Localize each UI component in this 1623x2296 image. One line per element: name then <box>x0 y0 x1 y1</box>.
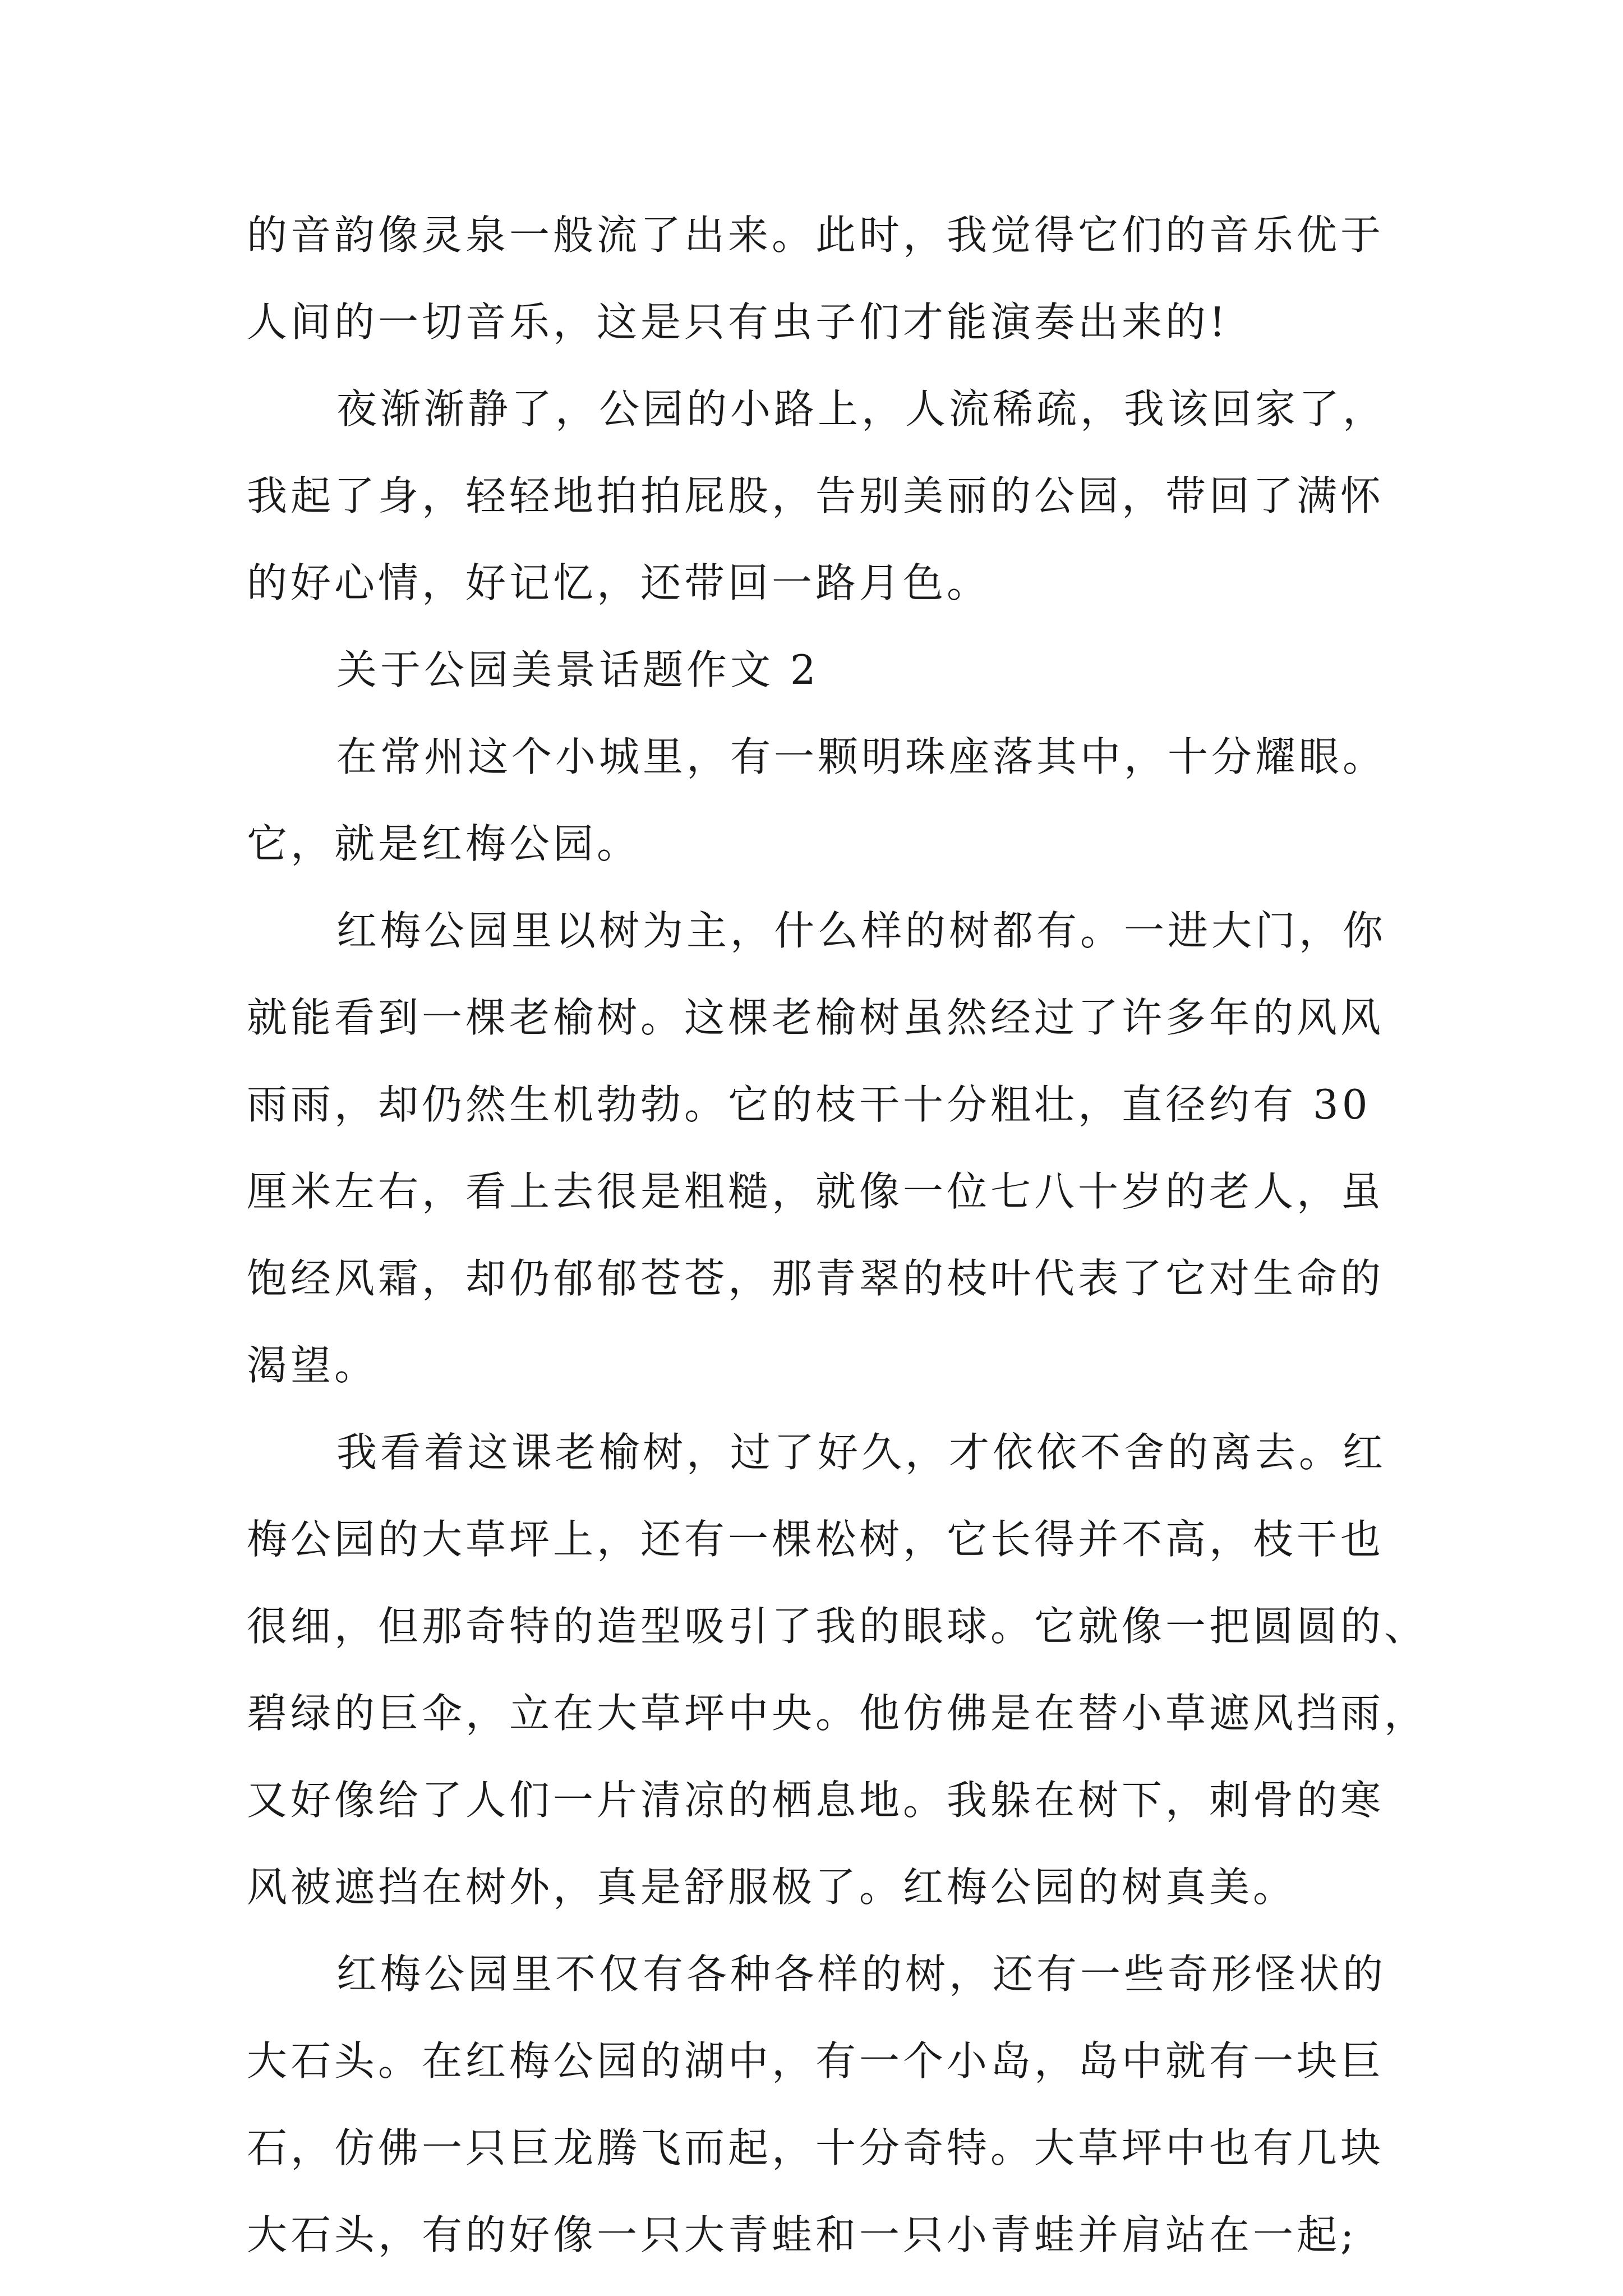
text-line: 它，就是红梅公园。 <box>247 820 641 867</box>
text-line: 的音韵像灵泉一般流了出来。此时，我觉得它们的音乐优于 <box>247 211 1385 259</box>
text-line: 我起了身，轻轻地拍拍屁股，告别美丽的公园，带回了满怀 <box>247 472 1385 519</box>
text-line: 就能看到一棵老榆树。这棵老榆树虽然经过了许多年的风风 <box>247 994 1385 1041</box>
text-line: 我看着这课老榆树，过了好久，才依依不舍的离去。红 <box>336 1429 1387 1476</box>
text-line: 在常州这个小城里，有一颗明珠座落其中，十分耀眼。 <box>336 733 1387 780</box>
text-line: 人间的一切音乐，这是只有虫子们才能演奏出来的! <box>247 298 1229 346</box>
text-line: 石，仿佛一只巨龙腾飞而起，十分奇特。大草坪中也有几块 <box>247 2124 1385 2171</box>
text-line: 梅公园的大草坪上，还有一棵松树，它长得并不高，枝干也 <box>247 1516 1385 1563</box>
text-line: 很细，但那奇特的造型吸引了我的眼球。它就像一把圆圆的、 <box>247 1603 1428 1650</box>
text-line: 风被遮挡在树外，真是舒服极了。红梅公园的树真美。 <box>247 1864 1297 1911</box>
section-heading: 关于公园美景话题作文 2 <box>336 646 819 693</box>
text-line: 雨雨，却仍然生机勃勃。它的枝干十分粗壮，直径约有 30 <box>247 1081 1371 1128</box>
text-line: 饱经风霜，却仍郁郁苍苍，那青翠的枝叶代表了它对生命的 <box>247 1255 1385 1302</box>
text-line: 大石头。在红梅公园的湖中，有一个小岛，岛中就有一块巨 <box>247 2037 1385 2085</box>
text-line: 厘米左右，看上去很是粗糙，就像一位七八十岁的老人，虽 <box>247 1168 1385 1215</box>
text-line: 的好心情，好记忆，还带回一路月色。 <box>247 559 991 606</box>
text-line: 渴望。 <box>247 1342 379 1389</box>
text-line: 大石头，有的好像一只大青蛙和一只小青蛙并肩站在一起; <box>247 2211 1358 2258</box>
text-line: 红梅公园里以树为主，什么样的树都有。一进大门，你 <box>336 907 1387 954</box>
text-line: 又好像给了人们一片清凉的栖息地。我躲在树下，刺骨的寒 <box>247 1777 1385 1824</box>
text-line: 碧绿的巨伞，立在大草坪中央。他仿佛是在替小草遮风挡雨， <box>247 1690 1428 1737</box>
text-line: 红梅公园里不仅有各种各样的树，还有一些奇形怪状的 <box>336 1950 1387 1998</box>
text-line: 夜渐渐静了，公园的小路上，人流稀疏，我该回家了， <box>336 385 1387 432</box>
